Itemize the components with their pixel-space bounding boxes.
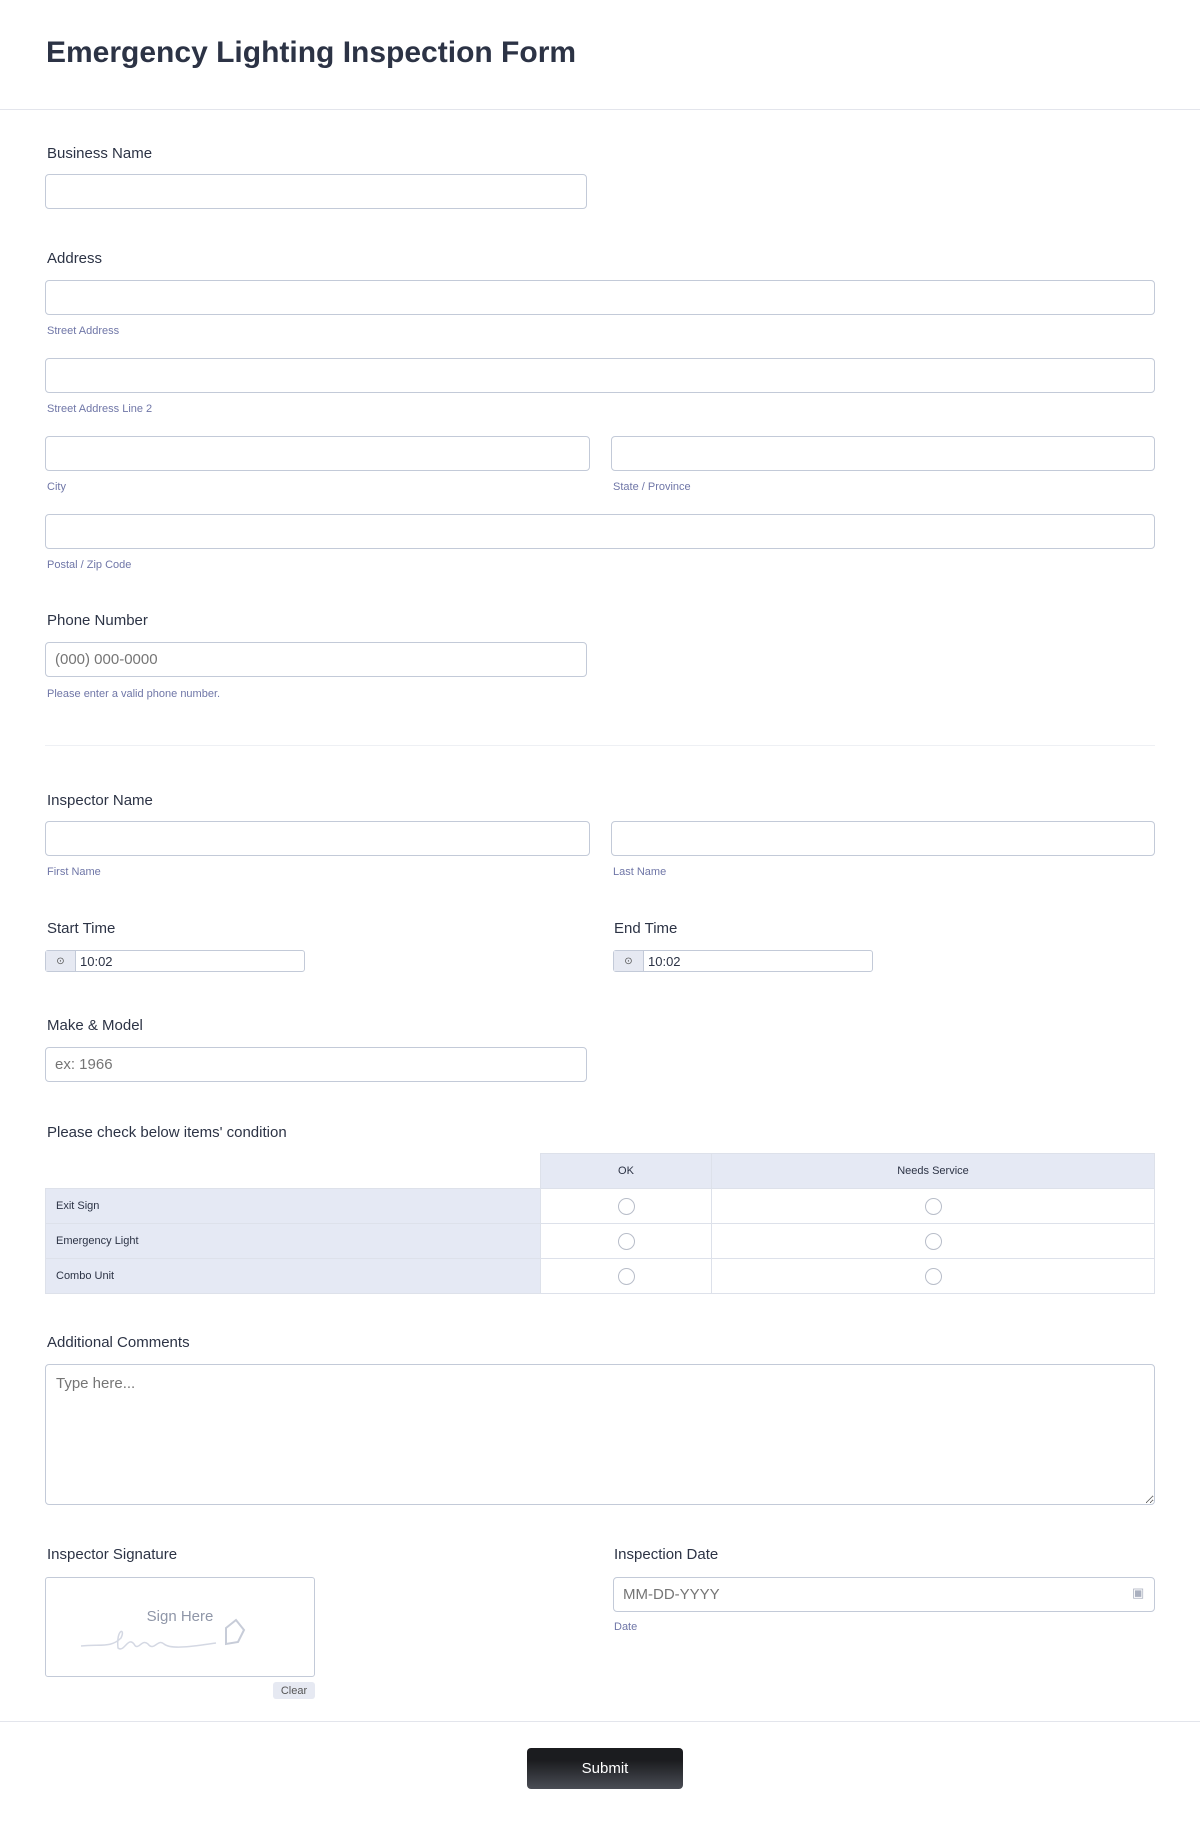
clock-icon: ⊙ (46, 951, 76, 971)
table-row (46, 1189, 1155, 1224)
inspection-date-input[interactable] (613, 1577, 1155, 1612)
signature-label: Inspector Signature (47, 1546, 178, 1563)
make-model-input[interactable] (45, 1047, 587, 1082)
last-name-input[interactable] (611, 821, 1155, 856)
combo-unit-needs-service-radio[interactable] (925, 1268, 942, 1285)
first-name-sublabel: First Name (47, 866, 101, 878)
comments-textarea[interactable] (45, 1364, 1155, 1505)
header-divider (0, 109, 1200, 110)
signature-pad[interactable] (45, 1577, 315, 1677)
state-sublabel: State / Province (613, 481, 691, 493)
street-address-line2-input[interactable] (45, 358, 1155, 393)
end-time-input[interactable] (613, 950, 873, 972)
city-input[interactable] (45, 436, 590, 471)
exit-sign-ok-radio[interactable] (618, 1198, 635, 1215)
column-needs-service: Needs Service (712, 1154, 1155, 1189)
submit-button[interactable]: Submit (527, 1748, 683, 1789)
row-exit-sign: Exit Sign (46, 1189, 541, 1224)
date-sublabel: Date (614, 1621, 638, 1633)
comments-label: Additional Comments (47, 1334, 190, 1351)
end-time-value: 10:02 (648, 953, 681, 969)
last-name-sublabel: Last Name (613, 866, 667, 878)
table-row (46, 1259, 1155, 1294)
calendar-icon[interactable]: ▣ (1132, 1585, 1145, 1600)
table-row (46, 1224, 1155, 1259)
business-name-label: Business Name (47, 145, 153, 162)
row-combo-unit: Combo Unit (46, 1259, 541, 1294)
end-time-label: End Time (614, 920, 678, 937)
street-address-sublabel: Street Address (47, 325, 120, 337)
phone-input[interactable] (45, 642, 587, 677)
address-label: Address (47, 250, 103, 267)
clear-signature-button[interactable]: Clear (273, 1682, 315, 1699)
emergency-light-needs-service-radio[interactable] (925, 1233, 942, 1250)
street-address-input[interactable] (45, 280, 1155, 315)
phone-helper: Please enter a valid phone number. (47, 688, 221, 700)
inspection-date-label: Inspection Date (614, 1546, 719, 1563)
state-input[interactable] (611, 436, 1155, 471)
clock-icon: ⊙ (614, 951, 644, 971)
condition-matrix (45, 1153, 1155, 1294)
start-time-input[interactable] (45, 950, 305, 972)
row-emergency-light: Emergency Light (46, 1224, 541, 1259)
emergency-light-ok-radio[interactable] (618, 1233, 635, 1250)
business-name-input[interactable] (45, 174, 587, 209)
inspector-name-label: Inspector Name (47, 792, 153, 809)
make-model-label: Make & Model (47, 1017, 143, 1034)
section-divider (45, 745, 1155, 746)
combo-unit-ok-radio[interactable] (618, 1268, 635, 1285)
phone-label: Phone Number (47, 612, 148, 629)
sign-here-prompt: Sign Here (146, 1608, 214, 1625)
city-sublabel: City (47, 481, 66, 493)
postal-code-sublabel: Postal / Zip Code (47, 559, 132, 571)
start-time-label: Start Time (47, 920, 116, 937)
postal-code-input[interactable] (45, 514, 1155, 549)
form-title: Emergency Lighting Inspection Form (46, 36, 577, 69)
footer-divider (0, 1721, 1200, 1722)
exit-sign-needs-service-radio[interactable] (925, 1198, 942, 1215)
signature-scribble-icon (76, 1608, 256, 1658)
condition-matrix-label: Please check below items' condition (47, 1124, 287, 1141)
street-address-line2-sublabel: Street Address Line 2 (47, 403, 153, 415)
matrix-corner (46, 1154, 541, 1189)
first-name-input[interactable] (45, 821, 590, 856)
column-ok: OK (541, 1154, 712, 1189)
start-time-value: 10:02 (80, 953, 113, 969)
